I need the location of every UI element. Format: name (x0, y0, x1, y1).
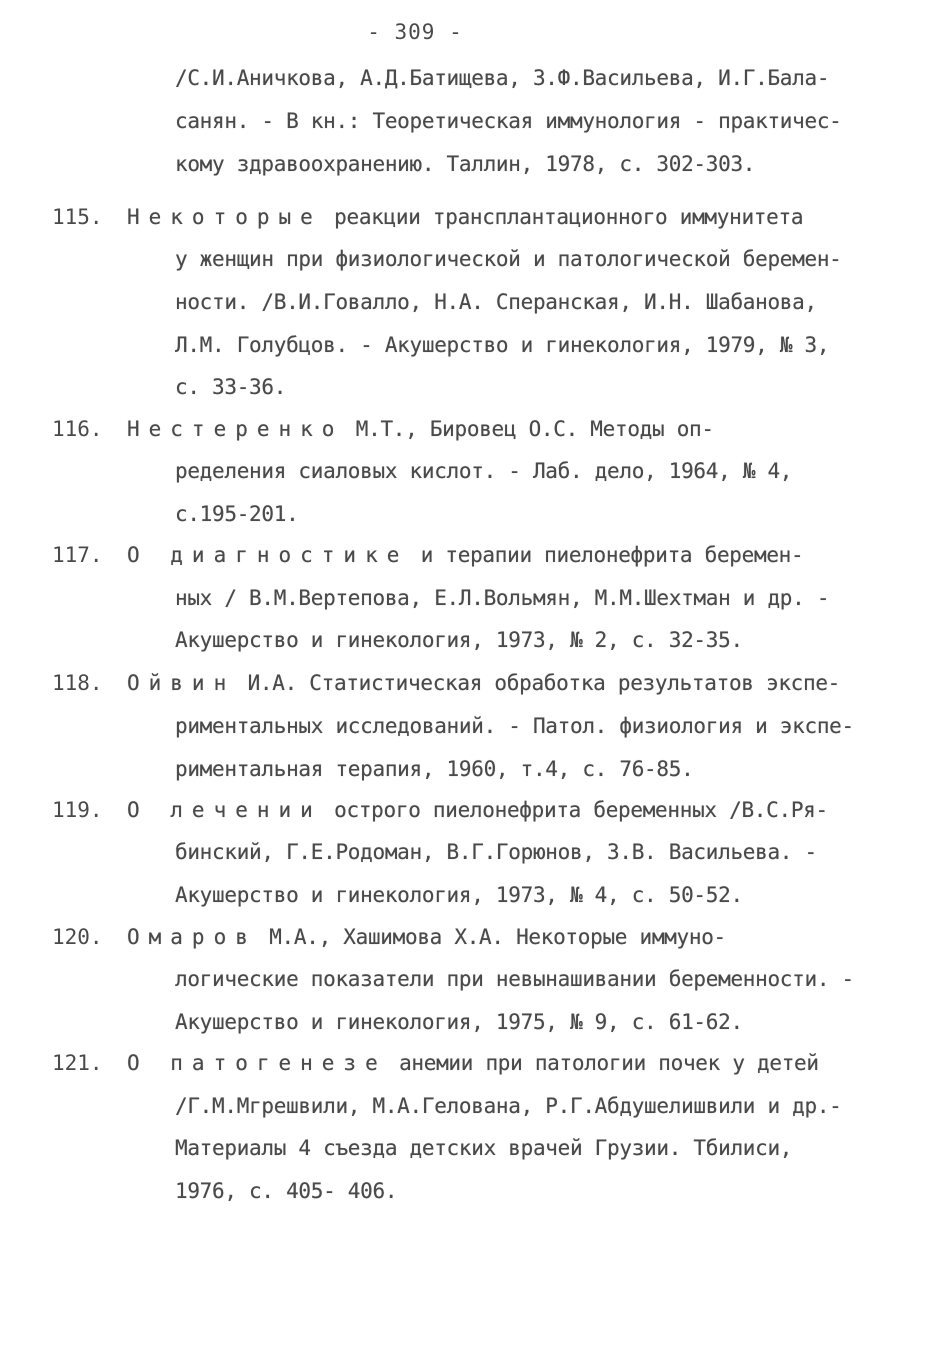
reference-line: Акушерство и гинекология, 1973, № 4, с. 50-52. (175, 883, 743, 907)
reference-line: кому здравоохранению. Таллин, 1978, с. 302-303. (175, 152, 756, 176)
reference-first-line (127, 668, 840, 698)
reference-number: 116. (52, 417, 103, 441)
reference-first-text: анемии при патологии почек у детей (399, 1051, 819, 1075)
reference-first-text: реакции трансплантационного иммунитета (334, 205, 804, 229)
reference-line: с.195-201. (175, 502, 299, 526)
reference-line: Л.М. Голубцов. - Акушерство и гинекология, 1979, № 3, (175, 333, 830, 357)
reference-number: 119. (52, 798, 103, 822)
page-number: - 309 - (367, 20, 463, 44)
reference-heading: О диагностике (127, 543, 409, 567)
reference-first-text: и терапии пиелонефрита беремен- (420, 543, 804, 567)
reference-line: санян. - В кн.: Теоретическая иммунология - практичес- (175, 109, 842, 133)
reference-first-text: острого пиелонефрита беременных /В.С.Ря- (334, 798, 828, 822)
reference-heading: Нестеренко (127, 417, 344, 441)
reference-line: Акушерство и гинекология, 1975, № 9, с. 61-62. (175, 1010, 743, 1034)
reference-line: логические показатели при невынашивании беременности. - (175, 967, 854, 991)
reference-first-text: М.А., Хашимова Х.А. Некоторые иммуно- (269, 925, 726, 949)
reference-line: /С.И.Аничкова, А.Д.Батищева, З.Ф.Васильева, И.Г.Бала- (175, 66, 830, 90)
reference-heading: О патогенезе (127, 1051, 387, 1075)
reference-line: риментальная терапия, 1960, т.4, с. 76-85. (175, 757, 694, 781)
reference-first-text: М.Т., Бировец О.С. Методы оп- (355, 417, 714, 441)
reference-number: 117. (52, 543, 103, 567)
reference-line: ности. /В.И.Говалло, Н.А. Сперанская, И.Н. Шабанова, (175, 290, 817, 314)
reference-line: ных / В.М.Вертепова, Е.Л.Вольмян, М.М.Шехтман и др. - (175, 586, 830, 610)
reference-line: Материалы 4 съезда детских врачей Грузии. Тбилиси, (175, 1136, 793, 1160)
reference-line: Акушерство и гинекология, 1973, № 2, с. 32-35. (175, 628, 743, 652)
reference-first-line (127, 202, 803, 232)
reference-heading: Омаров (127, 925, 257, 949)
reference-heading: Ойвин (127, 671, 236, 695)
reference-first-line (127, 540, 803, 570)
reference-line: риментальных исследований. - Патол. физиология и экспе- (175, 714, 854, 738)
reference-number: 121. (52, 1051, 103, 1075)
reference-number: 120. (52, 925, 103, 949)
reference-first-line (127, 922, 726, 952)
reference-heading: О лечении (127, 798, 322, 822)
reference-line: 1976, с. 405- 406. (175, 1179, 398, 1203)
reference-number: 115. (52, 205, 103, 229)
reference-first-line (127, 1048, 819, 1078)
reference-first-text: И.А. Статистическая обработка результатов экспе- (247, 671, 841, 695)
reference-line: /Г.М.Мгрешвили, М.А.Гелована, Р.Г.Абдушелишвили и др.- (175, 1094, 842, 1118)
reference-line: с. 33-36. (175, 375, 287, 399)
reference-first-line (127, 795, 828, 825)
reference-first-line (127, 414, 714, 444)
reference-line: у женщин при физиологической и патологической беремен- (175, 247, 842, 271)
reference-heading: Некоторые (127, 205, 322, 229)
reference-number: 118. (52, 671, 103, 695)
reference-line: бинский, Г.Е.Родоман, В.Г.Горюнов, З.В. Васильева. - (175, 840, 817, 864)
reference-line: ределения сиаловых кислот. - Лаб. дело, 1964, № 4, (175, 459, 793, 483)
